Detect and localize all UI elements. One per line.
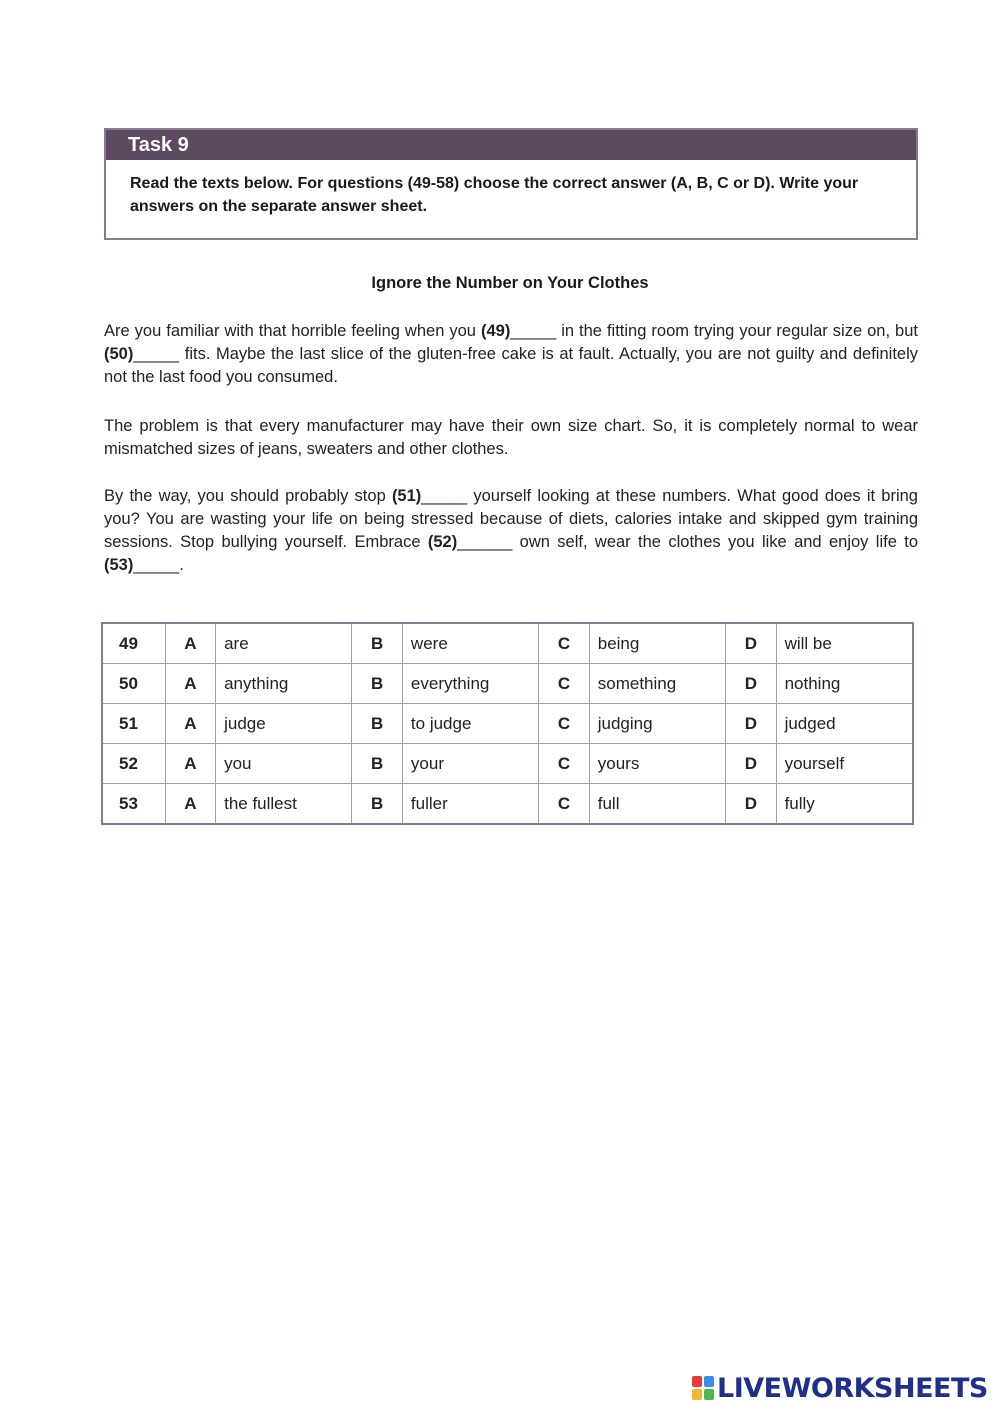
option-text-c[interactable]: yours xyxy=(589,744,725,784)
option-text-c[interactable]: something xyxy=(589,664,725,704)
option-text-d[interactable]: nothing xyxy=(776,664,913,704)
option-letter: C xyxy=(539,664,589,704)
gap-53-label: (53) xyxy=(104,556,134,574)
liveworksheets-logo-text: LIVEWORKSHEETS xyxy=(717,1372,988,1404)
question-number: 50 xyxy=(102,664,165,704)
table-row xyxy=(102,704,913,744)
option-letter: C xyxy=(539,744,589,784)
option-letter: C xyxy=(539,704,589,744)
option-letter: B xyxy=(352,664,402,704)
table-row xyxy=(102,744,913,784)
paragraph-text: _____ yourself looking at these numbers. What good does it bring you? You are wasting your life on being stressed because of diets, calories intake and skipped gym training sessions. Stop bullying yourself. Embrace xyxy=(104,487,918,551)
question-number: 52 xyxy=(102,744,165,784)
paragraph-text: _____. xyxy=(133,556,184,574)
option-text-a[interactable]: you xyxy=(216,744,352,784)
gap-49-label: (49) xyxy=(480,322,511,340)
gap-52-label: (52) xyxy=(427,533,458,551)
liveworksheets-logo xyxy=(692,1372,988,1404)
task-header: Task 9 xyxy=(106,130,916,160)
liveworksheets-logo-icon xyxy=(692,1376,714,1400)
paragraph-2 xyxy=(104,415,918,461)
text-title: Ignore the Number on Your Clothes xyxy=(371,274,649,292)
question-number: 51 xyxy=(102,704,165,744)
option-letter: B xyxy=(352,704,402,744)
option-text-d[interactable]: fully xyxy=(776,784,913,825)
option-letter: B xyxy=(352,784,402,825)
option-letter: A xyxy=(165,784,215,825)
paragraph-text: The problem is that every manufacturer may have their own size chart. So, it is completely normal to wear mismatched sizes of jeans, sweaters and other clothes. xyxy=(104,417,918,458)
table-row xyxy=(102,623,913,664)
option-text-c[interactable]: judging xyxy=(589,704,725,744)
paragraph-text: _____ in the fitting room trying your regular size on, but xyxy=(510,322,918,340)
table-row xyxy=(102,784,913,825)
option-letter: D xyxy=(726,623,776,664)
paragraph-text: _____ fits. Maybe the last slice of the gluten-free cake is at fault. Actually, you are not guilty and definitely not the last food you consumed. xyxy=(104,345,918,386)
option-letter: A xyxy=(165,623,215,664)
gap-50-label: (50) xyxy=(104,345,134,363)
option-text-b[interactable]: everything xyxy=(402,664,538,704)
question-number: 53 xyxy=(102,784,165,825)
option-letter: C xyxy=(539,784,589,825)
option-letter: B xyxy=(352,744,402,784)
option-letter: D xyxy=(726,744,776,784)
question-number: 49 xyxy=(102,623,165,664)
option-text-a[interactable]: are xyxy=(216,623,352,664)
paragraph-3 xyxy=(104,485,918,577)
option-text-b[interactable]: your xyxy=(402,744,538,784)
option-letter: A xyxy=(165,744,215,784)
option-letter: A xyxy=(165,664,215,704)
gap-51-label: (51) xyxy=(391,487,422,505)
option-text-d[interactable]: yourself xyxy=(776,744,913,784)
paragraph-text: ______ own self, wear the clothes you like and enjoy life to xyxy=(457,533,919,551)
option-text-a[interactable]: anything xyxy=(216,664,352,704)
option-text-a[interactable]: judge xyxy=(216,704,352,744)
answer-options-table xyxy=(101,622,914,825)
option-text-b[interactable]: were xyxy=(402,623,538,664)
task-box xyxy=(104,128,918,240)
option-text-d[interactable]: judged xyxy=(776,704,913,744)
option-letter: B xyxy=(352,623,402,664)
option-letter: A xyxy=(165,704,215,744)
option-letter: C xyxy=(539,623,589,664)
option-text-b[interactable]: to judge xyxy=(402,704,538,744)
table-row xyxy=(102,664,913,704)
option-text-c[interactable]: being xyxy=(589,623,725,664)
task-instructions: Read the texts below. For questions (49-58) choose the correct answer (A, B, C or D). Write your answers on the separate answer sheet. xyxy=(130,175,859,215)
paragraph-text: Are you familiar with that horrible feeling when you xyxy=(104,322,481,340)
paragraph-text: By the way, you should probably stop xyxy=(104,487,392,505)
option-text-c[interactable]: full xyxy=(589,784,725,825)
option-text-d[interactable]: will be xyxy=(776,623,913,664)
paragraph-1 xyxy=(104,320,918,389)
option-letter: D xyxy=(726,664,776,704)
option-text-b[interactable]: fuller xyxy=(402,784,538,825)
option-text-a[interactable]: the fullest xyxy=(216,784,352,825)
option-letter: D xyxy=(726,784,776,825)
option-letter: D xyxy=(726,704,776,744)
